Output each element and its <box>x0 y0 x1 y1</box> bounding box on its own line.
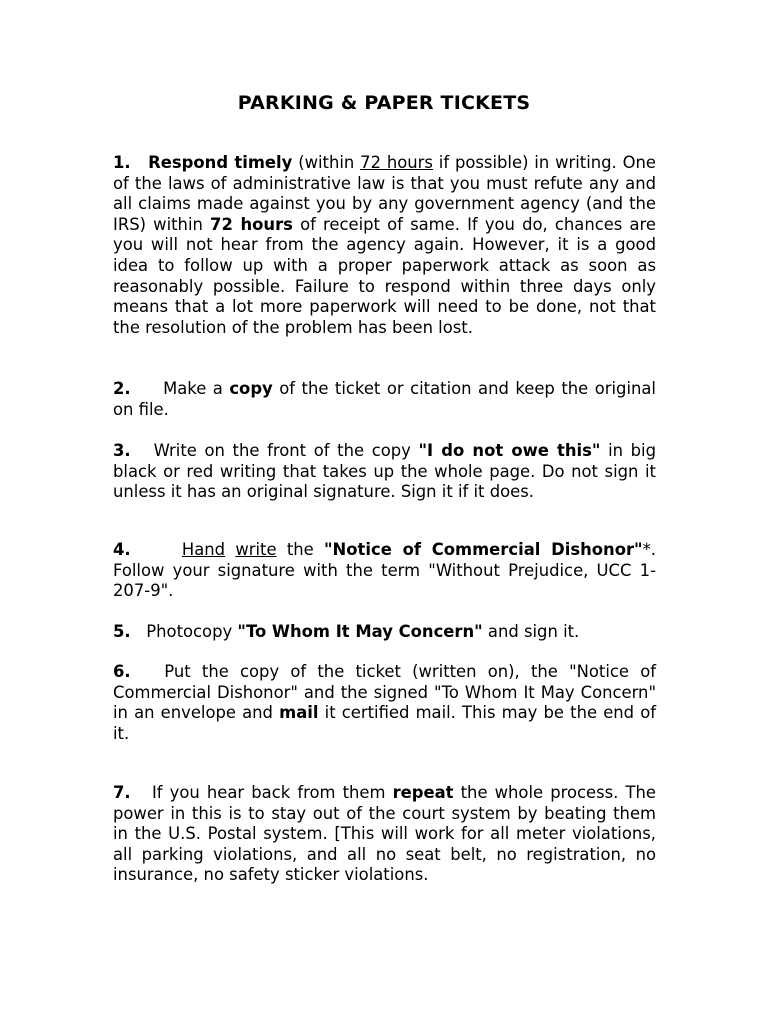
paragraph-1 <box>113 153 656 338</box>
item-number: 1. <box>113 153 131 172</box>
bold-text: copy <box>229 379 273 398</box>
underlined-text: write <box>235 540 277 559</box>
body-text: (within <box>298 153 355 172</box>
document-title: PARKING & PAPER TICKETS <box>237 92 531 114</box>
body-text: of the ticket or citation and keep the original on file. <box>113 379 656 419</box>
paragraph-2 <box>113 379 656 420</box>
item-heading: Respond timely <box>148 153 293 172</box>
item-number: 5. <box>113 622 131 641</box>
bold-text: repeat <box>392 783 454 802</box>
paragraph-3 <box>113 441 656 503</box>
underlined-text: Hand <box>181 540 226 559</box>
body-text: *. Follow your signature with the term "Without Prejudice, UCC 1-207-9". <box>113 540 656 601</box>
bold-text: "I do not owe this" <box>418 441 601 460</box>
bold-text: "To Whom It May Concern" <box>237 622 483 641</box>
underlined-text: 72 hours <box>360 153 433 172</box>
bold-text: "Notice of Commercial Dishonor" <box>324 540 643 559</box>
item-number: 2. <box>113 379 131 398</box>
paragraph-5 <box>113 622 656 643</box>
body-text: it certified mail. This may be the end of it. <box>113 703 657 743</box>
body-text: Photocopy <box>146 622 233 641</box>
body-text: Put the copy of the ticket (written on), the "Notice of Commercial Dishonor" and the signed "To Whom It May Concern" in an envelope and <box>113 662 656 723</box>
body-text: of receipt of same. If you do, chances are you will not hear from the agency again. However, it is a good idea to follow up with a proper paperwork attack as soon as reasonably possible. Failure to respond within three days only means that a lot more paperwork will need to be done, not that the resolution of the problem has been lost. <box>113 214 656 337</box>
paragraph-6 <box>113 662 656 744</box>
body-text: If you hear back from them <box>151 783 386 802</box>
body-text: and sign it. <box>487 622 580 641</box>
bold-text: 72 hours <box>210 214 293 234</box>
paragraph-4 <box>113 540 656 602</box>
body-text: the <box>286 540 314 559</box>
paragraph-7 <box>113 783 656 886</box>
body-text: in big black or red writing that takes up the whole page. Do not sign it unless it has an original signature. Sign it if it does. <box>113 441 657 502</box>
body-text: the whole process. The power in this is to stay out of the court system by beating them in the U.S. Postal system. [This will work for all meter violations, all parking violations, and all no seat belt, no registration, no insurance, no safety sticker violations. <box>113 783 656 885</box>
item-number: 6. <box>113 662 131 681</box>
body-text: Make a <box>163 379 223 398</box>
item-number: 7. <box>113 783 131 802</box>
bold-text: mail <box>279 703 319 723</box>
item-number: 4. <box>113 540 131 559</box>
item-number: 3. <box>113 441 131 460</box>
body-text: Write on the front of the copy <box>153 441 411 460</box>
body-text: if possible) in writing. One of the laws of administrative law is that you must refute any and all claims made against you by any government agency (and the IRS) within <box>113 153 656 234</box>
